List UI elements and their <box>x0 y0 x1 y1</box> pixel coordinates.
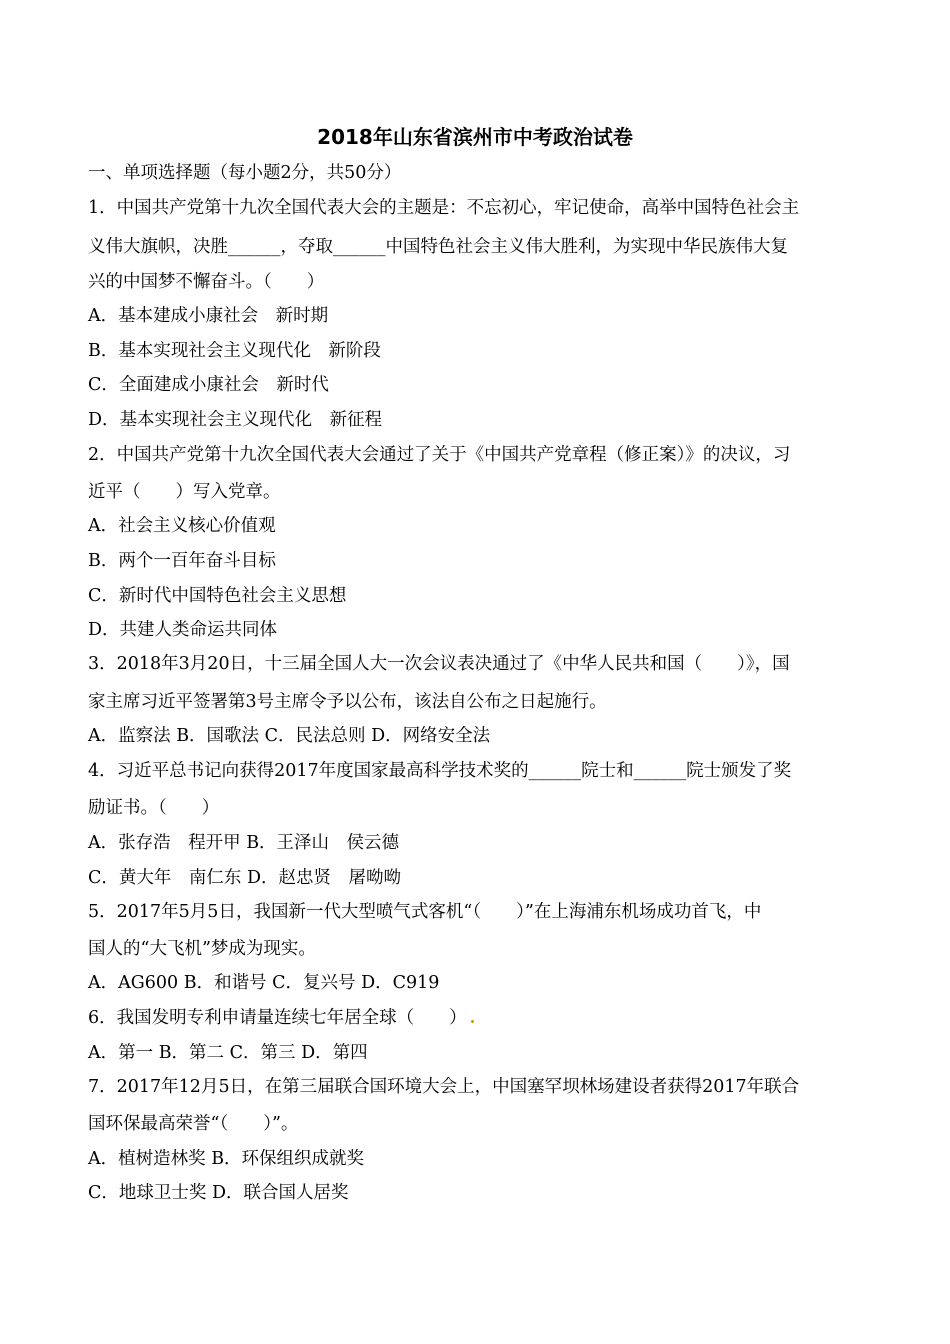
question-text: 家主席习近平签署第3号主席令予以公布，该法自公布之日起施行。 <box>88 692 607 712</box>
question-text: 兴的中国梦不懈奋斗。（ ） <box>88 272 325 292</box>
question-text: 2．中国共产党第十九次全国代表大会通过了关于《中国共产党章程（修正案）》的决议，习 <box>88 445 791 465</box>
option-line: A．基本建成小康社会 新时期 <box>88 306 329 326</box>
page-title: 2018年山东省滨州市中考政治试卷 <box>317 125 633 149</box>
option-line: A．植树造林奖 B．环保组织成就奖 <box>88 1149 365 1169</box>
option-line: B．基本实现社会主义现代化 新阶段 <box>88 341 381 361</box>
option-line: A．AG600 B．和谐号 C．复兴号 D．C919 <box>88 973 440 993</box>
question-text: 5．2017年5月5日，我国新一代大型喷气式客机“（ ）”在上海浦东机场成功首飞，中 <box>88 902 762 922</box>
option-line: A．张存浩 程开甲 B．王泽山 侯云德 <box>88 833 400 853</box>
option-line: A．监察法 B．国歌法 C．民法总则 D．网络安全法 <box>88 726 491 746</box>
option-line: C．全面建成小康社会 新时代 <box>88 375 329 395</box>
question-text: 励证书。（ ） <box>88 798 220 818</box>
question-text: 近平（ ）写入党章。 <box>88 482 281 502</box>
option-line: A．第一 B．第二 C．第三 D．第四 <box>88 1043 368 1063</box>
question-text: 国环保最高荣誉“（ ）”。 <box>88 1114 299 1134</box>
option-line: D．共建人类命运共同体 <box>88 620 278 640</box>
section-heading: 一、单项选择题（每小题2分，共50分） <box>88 163 402 183</box>
question-text: 7．2017年12月5日，在第三届联合国环境大会上，中国塞罕坝林场建设者获得2017年联合 <box>88 1077 800 1097</box>
question-text: 义伟大旗帜，决胜______，夺取______中国特色社会主义伟大胜利，为实现中华民族伟大复 <box>88 237 788 257</box>
option-line: A．社会主义核心价值观 <box>88 516 276 536</box>
question-text: 4．习近平总书记向获得2017年度国家最高科学技术奖的______院士和______院士颁发了奖 <box>88 761 792 781</box>
option-line: C．黄大年 南仁东 D．赵忠贤 屠呦呦 <box>88 868 401 888</box>
stray-mark <box>471 1020 474 1023</box>
question-text: 1．中国共产党第十九次全国代表大会的主题是：不忘初心，牢记使命，高举中国特色社会主 <box>88 198 800 218</box>
option-line: B．两个一百年奋斗目标 <box>88 551 276 571</box>
option-line: D．基本实现社会主义现代化 新征程 <box>88 410 383 430</box>
question-text: 3．2018年3月20日，十三届全国人大一次会议表决通过了《中华人民共和国（ ）》，国 <box>88 654 790 674</box>
question-line <box>88 1005 474 1031</box>
option-line: C．新时代中国特色社会主义思想 <box>88 586 347 606</box>
option-line: C．地球卫士奖 D．联合国人居奖 <box>88 1183 349 1203</box>
question-text: 6．我国发明专利申请量连续七年居全球（ ） <box>88 1008 467 1028</box>
question-text: 国人的“大飞机”梦成为现实。 <box>88 939 316 959</box>
